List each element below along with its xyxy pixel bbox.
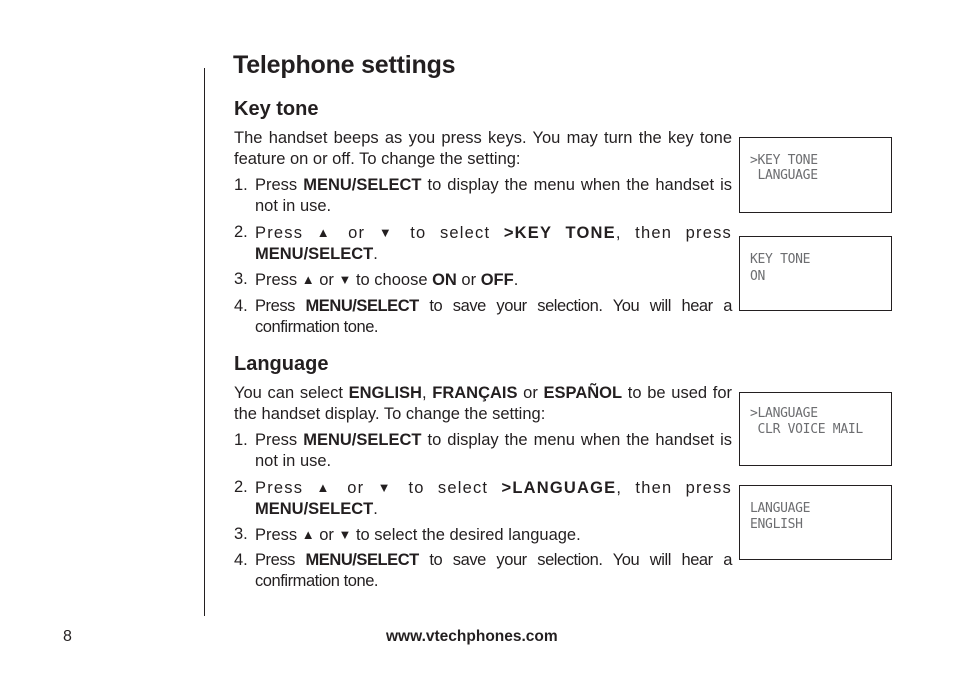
down-arrow-icon: ▼ bbox=[377, 480, 396, 495]
up-arrow-icon: ▲ bbox=[301, 527, 315, 542]
key-tone-step-3: 3. Press ▲ or ▼ to choose ON or OFF. bbox=[234, 270, 519, 289]
down-arrow-icon: ▼ bbox=[378, 225, 397, 240]
language-intro: You can select ENGLISH, FRANÇAIS or ESPAÑOL to be used for the handset display. To change the setting: bbox=[234, 384, 732, 423]
page-title: Telephone settings bbox=[233, 51, 456, 79]
lcd-screen-key-tone-setting: KEY TONE ON bbox=[739, 236, 892, 311]
key-tone-step-1: 1. Press MENU/SELECT to display the menu when the handset is not in use. bbox=[234, 176, 732, 215]
up-arrow-icon: ▲ bbox=[316, 480, 335, 495]
language-heading: Language bbox=[234, 353, 329, 375]
key-tone-heading: Key tone bbox=[234, 98, 319, 120]
footer-url[interactable]: www.vtechphones.com bbox=[386, 628, 558, 645]
key-tone-intro: The handset beeps as you press keys. You may turn the key tone feature on or off. To change the setting: bbox=[234, 129, 732, 168]
up-arrow-icon: ▲ bbox=[316, 225, 335, 240]
language-step-1: 1. Press MENU/SELECT to display the menu when the handset is not in use. bbox=[234, 431, 732, 470]
down-arrow-icon: ▼ bbox=[338, 527, 352, 542]
key-tone-step-4: 4. Press MENU/SELECT to save your selection. You will hear a confirmation tone. bbox=[234, 297, 732, 336]
language-step-2: 2. Press ▲ or ▼ to select >LANGUAGE, then press MENU/SELECT. bbox=[234, 478, 732, 518]
margin-rule bbox=[204, 68, 205, 616]
lcd-screen-key-tone-menu: >KEY TONE LANGUAGE bbox=[739, 137, 892, 213]
language-step-4: 4. Press MENU/SELECT to save your selection. You will hear a confirmation tone. bbox=[234, 551, 732, 590]
lcd-screen-language-menu: >LANGUAGE CLR VOICE MAIL bbox=[739, 392, 892, 466]
down-arrow-icon: ▼ bbox=[338, 272, 352, 287]
lcd-screen-language-setting: LANGUAGE ENGLISH bbox=[739, 485, 892, 560]
page-number: 8 bbox=[63, 628, 72, 645]
key-tone-step-2: 2. Press ▲ or ▼ to select >KEY TONE, then press MENU/SELECT. bbox=[234, 223, 732, 263]
language-step-3: 3. Press ▲ or ▼ to select the desired language. bbox=[234, 525, 581, 544]
up-arrow-icon: ▲ bbox=[301, 272, 315, 287]
